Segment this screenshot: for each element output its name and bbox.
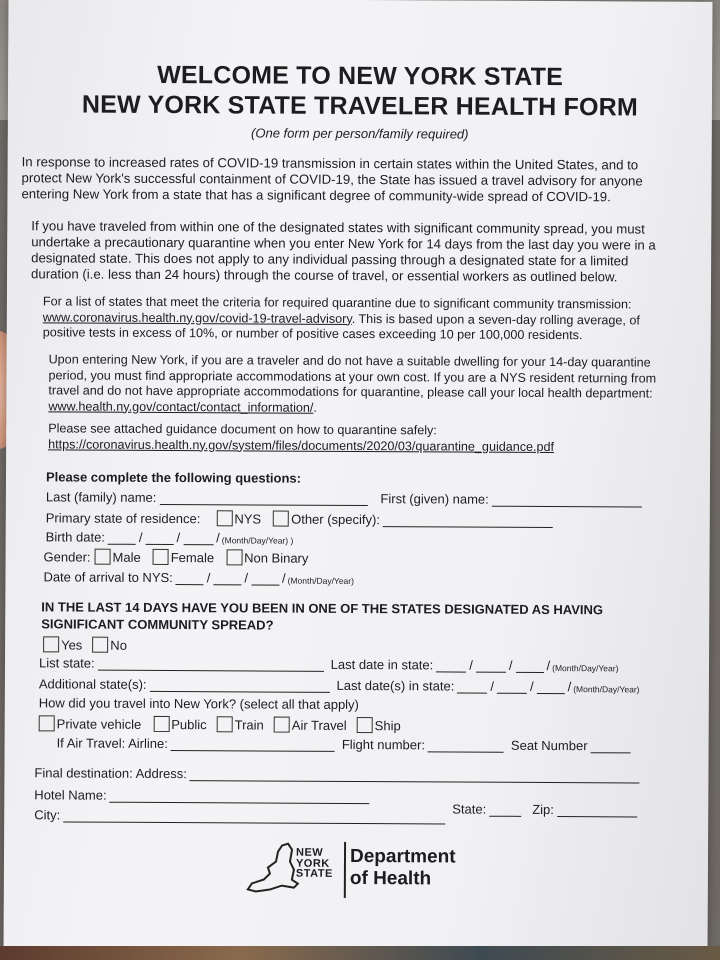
criteria-text: For a list of states that meet the criteria for required quarantine due to significant community transmission: bbox=[42, 294, 632, 312]
dwelling-text: Upon entering New York, if you are a traveler and do not have a suitable dwelling for your 14-day quarantine period, you must find appropriate accommodations at your own cost. If you are a NYS resident returning from travel and do not have appropriate accommodations for quarantine, please call your local health department: bbox=[48, 352, 657, 401]
no-checkbox[interactable] bbox=[92, 637, 108, 653]
travel-heading-line1: IN THE LAST 14 DAYS HAVE YOU BEEN IN ONE OF THE STATES DESIGNATED AS HAVING bbox=[41, 599, 604, 618]
public-label: Public bbox=[171, 717, 207, 733]
residence-row bbox=[46, 509, 556, 528]
last-date-label: Last date in state: bbox=[330, 656, 434, 673]
form-subtitle: (One form per person/family required) bbox=[251, 125, 469, 142]
arrival-year-field[interactable] bbox=[251, 572, 279, 585]
gender-label: Gender: bbox=[43, 549, 91, 565]
arrival-month-field[interactable] bbox=[176, 572, 204, 585]
nys-checkbox[interactable] bbox=[216, 510, 232, 526]
nys-label: NYS bbox=[234, 511, 262, 527]
other-state-checkbox[interactable] bbox=[273, 511, 289, 527]
form-title: NEW YORK STATE TRAVELER HEALTH FORM bbox=[81, 90, 639, 122]
last-name-field[interactable] bbox=[159, 492, 367, 506]
yes-label: Yes bbox=[61, 637, 83, 653]
private-vehicle-checkbox[interactable] bbox=[39, 715, 55, 731]
criteria-text-end: . This is based upon a seven-day rolling average, of positive tests in excess of 10%, or number of positive cases exceeding 10 per 100,000 residents. bbox=[42, 311, 640, 343]
logo-department: Department bbox=[349, 845, 456, 868]
last-dates-month-field[interactable] bbox=[457, 681, 487, 694]
dwelling-paragraph bbox=[48, 352, 656, 417]
male-label: Male bbox=[112, 549, 141, 565]
form-page bbox=[4, 0, 713, 954]
city-field[interactable] bbox=[63, 809, 445, 824]
guidance-text: Please see attached guidance document on how to quarantine safely: bbox=[48, 421, 437, 438]
first-name-field[interactable] bbox=[492, 494, 642, 508]
state-zip-row bbox=[452, 801, 640, 817]
additional-state-row: Additional state(s): Last date(s) in state: / / / (Month/Day/Year) bbox=[38, 676, 640, 695]
background-edge bbox=[0, 946, 720, 960]
state-field[interactable] bbox=[489, 804, 521, 817]
hotel-name-label: Hotel Name: bbox=[34, 787, 107, 803]
birth-month-field[interactable] bbox=[108, 532, 136, 545]
air-travel-checkbox[interactable] bbox=[274, 717, 290, 733]
list-state-row: List state: Last date in state: / / / (Month/Day/Year) bbox=[38, 655, 619, 674]
air-travel-label: Air Travel bbox=[291, 717, 347, 733]
nonbinary-label: Non Binary bbox=[244, 550, 309, 566]
birth-date-label: Birth date: bbox=[45, 529, 105, 545]
residence-label: Primary state of residence: bbox=[45, 510, 201, 527]
last-date-day-field[interactable] bbox=[476, 660, 506, 673]
birth-year-field[interactable] bbox=[183, 532, 213, 545]
air-travel-row bbox=[57, 735, 634, 753]
page-title: WELCOME TO NEW YORK STATE bbox=[157, 60, 564, 92]
quarantine-paragraph: If you have traveled from within one of the designated states with significant community spread, you must undertake a precautionary quarantine when you enter New York for 14 days from the last day you were in a designated state. This does not apply to any individual passing through a designated state for a limited duration (i.e. less than 24 hours) through the course of travel, or essential workers as outlined below. bbox=[31, 218, 656, 285]
ny-state-outline-icon bbox=[242, 839, 302, 899]
list-state-label: List state: bbox=[38, 655, 95, 671]
no-label: No bbox=[110, 637, 127, 653]
last-date-hint: (Month/Day/Year) bbox=[552, 663, 619, 674]
arrival-day-field[interactable] bbox=[213, 572, 241, 585]
last-date-year-field[interactable] bbox=[515, 660, 543, 673]
female-label: Female bbox=[170, 550, 215, 566]
nonbinary-checkbox[interactable] bbox=[226, 549, 242, 565]
zip-label: Zip: bbox=[532, 801, 554, 818]
public-checkbox[interactable] bbox=[153, 716, 169, 732]
seat-number-label: Seat Number bbox=[510, 737, 588, 754]
logo-of-health: of Health bbox=[349, 867, 432, 890]
logo-state-text bbox=[296, 848, 333, 880]
hotel-name-field[interactable] bbox=[110, 790, 370, 804]
name-row bbox=[46, 489, 645, 507]
airline-label: If Air Travel: Airline: bbox=[56, 735, 168, 752]
final-destination-label: Final destination: Address: bbox=[34, 765, 187, 782]
health-dept-link[interactable]: www.health.ny.gov/contact/contact_information/ bbox=[48, 398, 314, 415]
birth-day-field[interactable] bbox=[146, 532, 174, 545]
yes-no-row bbox=[39, 636, 127, 652]
state-label: State: bbox=[452, 801, 487, 817]
logo-new: NEW bbox=[295, 846, 324, 859]
last-dates-hint: (Month/Day/Year) bbox=[573, 684, 640, 695]
logo-state: STATE bbox=[295, 867, 333, 880]
travel-heading-line2: SIGNIFICANT COMMUNITY SPREAD? bbox=[41, 616, 274, 633]
additional-state-field[interactable] bbox=[150, 679, 330, 693]
other-state-field[interactable] bbox=[383, 514, 553, 528]
travel-mode-row bbox=[35, 715, 401, 733]
last-date-month-field[interactable] bbox=[436, 659, 466, 672]
ship-label: Ship bbox=[374, 718, 401, 734]
last-dates-year-field[interactable] bbox=[537, 681, 565, 694]
private-vehicle-label: Private vehicle bbox=[56, 716, 142, 732]
logo-divider bbox=[344, 842, 346, 898]
other-state-label: Other (specify): bbox=[291, 511, 381, 528]
criteria-link[interactable]: www.coronavirus.health.ny.gov/covid-19-travel-advisory bbox=[42, 309, 352, 326]
city-row bbox=[34, 807, 448, 824]
ship-checkbox[interactable] bbox=[357, 717, 373, 733]
additional-state-label: Additional state(s): bbox=[38, 676, 147, 692]
gender-row bbox=[44, 548, 309, 565]
male-checkbox[interactable] bbox=[95, 549, 111, 565]
seat-number-field[interactable] bbox=[591, 740, 631, 753]
flight-number-field[interactable] bbox=[428, 739, 504, 752]
train-label: Train bbox=[234, 717, 264, 733]
final-destination-row bbox=[34, 765, 643, 783]
arrival-label: Date of arrival to NYS: bbox=[43, 569, 173, 586]
birth-date-hint: (Month/Day/Year) ) bbox=[221, 535, 294, 546]
last-name-label: Last (family) name: bbox=[45, 489, 157, 505]
airline-field[interactable] bbox=[171, 738, 335, 752]
address-field[interactable] bbox=[190, 768, 640, 783]
guidance-link[interactable]: https://coronavirus.health.ny.gov/system/files/documents/2020/03/quarantine_guidance.pdf bbox=[48, 436, 555, 454]
intro-paragraph: In response to increased rates of COVID-19 transmission in certain states within the United States, and to protect New York's successful containment of COVID-19, the State has issued a travel advisory for anyone entering New York from a state that has a significant degree of community-wide spread of COVID-19. bbox=[21, 154, 643, 205]
travel-mode-question: How did you travel into New York? (select all that apply) bbox=[38, 695, 359, 713]
dwelling-end: . bbox=[313, 400, 317, 415]
arrival-date-hint: (Month/Day/Year) bbox=[287, 575, 354, 586]
yes-checkbox[interactable] bbox=[43, 636, 59, 652]
logo-department-text bbox=[350, 846, 456, 891]
train-checkbox[interactable] bbox=[217, 716, 233, 732]
zip-field[interactable] bbox=[557, 804, 637, 817]
hotel-row bbox=[34, 787, 372, 804]
last-dates-label: Last date(s) in state: bbox=[336, 677, 455, 694]
arrival-row: Date of arrival to NYS: / / / (Month/Day/Year) bbox=[43, 569, 354, 586]
logo-york: YORK bbox=[295, 857, 330, 870]
questions-heading: Please complete the following questions: bbox=[45, 469, 302, 486]
criteria-paragraph bbox=[43, 294, 655, 344]
female-checkbox[interactable] bbox=[153, 549, 169, 565]
guidance-paragraph bbox=[48, 421, 608, 455]
first-name-label: First (given) name: bbox=[380, 491, 489, 507]
city-label: City: bbox=[34, 807, 61, 823]
birth-row: Birth date: / / / (Month/Day/Year) ) bbox=[45, 529, 294, 546]
flight-number-label: Flight number: bbox=[341, 736, 425, 753]
nys-doh-logo bbox=[242, 837, 482, 902]
last-dates-day-field[interactable] bbox=[497, 681, 527, 694]
list-state-field[interactable] bbox=[98, 658, 324, 672]
